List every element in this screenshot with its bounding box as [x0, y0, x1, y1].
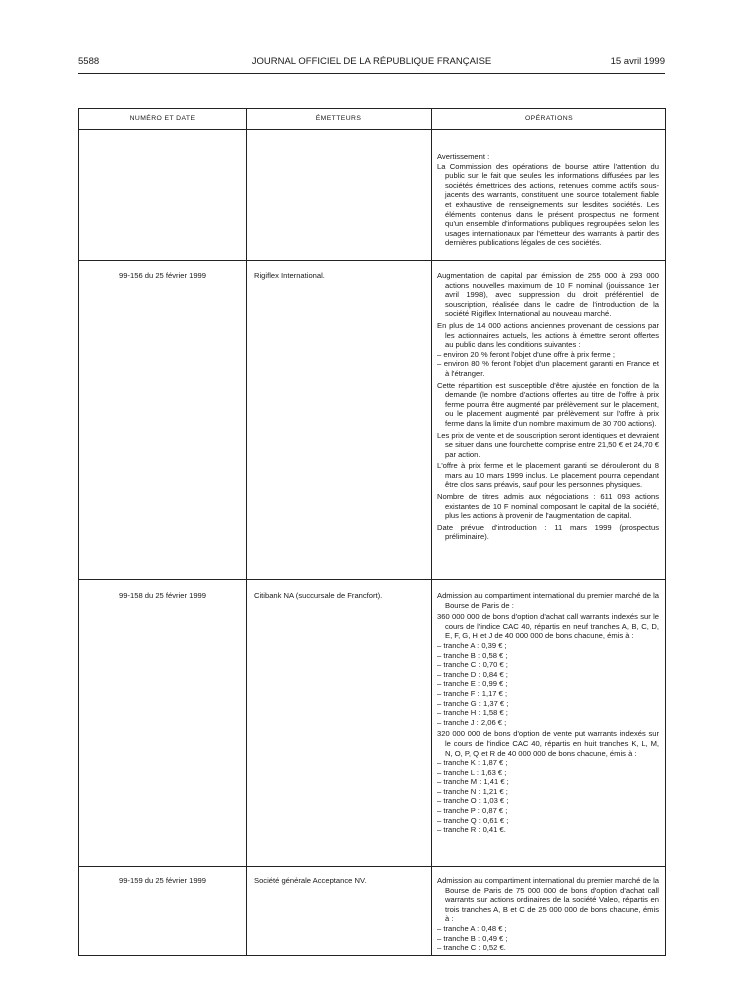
column-header-operations: OPÉRATIONS: [524, 115, 574, 122]
row-separator: [79, 579, 665, 580]
row-number-date: 99-156 du 25 février 1999: [119, 271, 206, 280]
paragraph: En plus de 14 000 actions anciennes provenant de cessions par les actionnaires actuels, les actions à émettre seront offertes au public dans les conditions suivantes :: [437, 320, 659, 350]
operation-description: [437, 876, 659, 955]
paragraph: Date prévue d'introduction : 11 mars 1999 (prospectus préliminaire).: [437, 522, 659, 542]
row-number-date: 99-159 du 25 février 1999: [119, 876, 206, 885]
paragraph: Augmentation de capital par émission de 255 000 à 293 000 actions nouvelles maximum de 10 F nominal (jouissance 1er avril 1998), avec suppression du droit préférentiel de souscription, réalisée dans le cadre de l'introduction de la société Rigiflex International au nouveau marché.: [437, 271, 659, 319]
header-row-rule: [79, 129, 665, 130]
publication-date: 15 avril 1999: [610, 56, 665, 67]
page-number: 5588: [78, 56, 100, 67]
list-item: – tranche A : 0,39 € ;: [437, 640, 507, 650]
list-item: – tranche A : 0,48 € ;: [437, 923, 507, 933]
header-rule: [78, 73, 665, 74]
put-tranche-list: [437, 758, 659, 835]
list-item: – environ 80 % feront l'objet d'un placement garanti en France et à l'étranger.: [437, 359, 659, 378]
list-item: – environ 20 % feront l'objet d'une offre à prix ferme ;: [437, 349, 615, 359]
call-tranche-list: [437, 641, 659, 727]
paragraph: Admission au compartiment international du premier marché de la Bourse de Paris de 75 000 000 de bons d'option d'achat call warrants sur actions ordinaires de la société Valeo, répartis en trois tranches A, B et C de 25 000 000 de bons chacune, émis à :: [437, 876, 659, 924]
row-separator: [79, 260, 665, 261]
journal-title: JOURNAL OFFICIEL DE LA RÉPUBLIQUE FRANÇAISE: [251, 56, 492, 67]
list-item: – tranche J : 2,06 € ;: [437, 717, 507, 727]
list-item: – tranche O : 1,03 € ;: [437, 796, 509, 806]
list-item: – tranche N : 1,21 € ;: [437, 786, 508, 796]
list-item: – tranche Q : 0,61 € ;: [437, 815, 509, 825]
column-divider: [431, 109, 432, 955]
paragraph: L'offre à prix ferme et le placement garanti se dérouleront du 8 mars au 10 mars 1999 inclus. Le placement pourra cependant être clos sans préavis, sauf pour les personnes physiques.: [437, 461, 659, 490]
list-item: – tranche E : 0,99 € ;: [437, 679, 508, 689]
list-item: – tranche C : 0,70 € ;: [437, 660, 508, 670]
list-item: – tranche M : 1,41 € ;: [437, 777, 509, 787]
row-separator: [79, 866, 665, 867]
page-header: [78, 56, 665, 68]
row-issuer: Société générale Acceptance NV.: [254, 876, 367, 885]
column-divider: [246, 109, 247, 955]
column-header-issuers: ÉMETTEURS: [315, 115, 362, 122]
list-item: – tranche C : 0,52 €.: [437, 943, 506, 953]
list-item: – tranche K : 1,87 € ;: [437, 758, 508, 768]
list-item: – tranche B : 0,49 € ;: [437, 933, 508, 943]
list-item: – tranche P : 0,87 € ;: [437, 806, 508, 816]
warning-cell: [437, 152, 659, 250]
warning-title: Avertissement :: [437, 152, 490, 161]
row-issuer: Rigiflex International.: [254, 271, 325, 280]
operation-description: [437, 271, 659, 544]
paragraph: Admission au compartiment international du premier marché de la Bourse de Paris de :: [437, 591, 659, 610]
paragraph: Les prix de vente et de souscription seront identiques et devraient se situer dans une fourchette comprise entre 21,50 € et 24,70 € par action.: [437, 430, 659, 459]
warning-text: La Commission des opérations de bourse attire l'attention du public sur le fait que seules les informations diffusées par les sociétés émettrices des actions, retenues comme actifs sous-jacents des warrants, constituent une source totalement fiable et exhaustive de renseignements sur lesdites sociétés. Les éléments contenus dans le présent prospectus ne forment qu'un ensemble d'informations publiques regroupées selon les usages internationaux par l'émetteur des warrants à partir des dernières publications légales de ces sociétés.: [437, 161, 659, 248]
list-item: – tranche L : 1,63 € ;: [437, 767, 507, 777]
paragraph: 320 000 000 de bons d'option de vente put warrants indexés sur le cours de l'indice CAC 40, répartis en huit tranches K, L, M, N, O, P, Q et R de 40 000 000 de bons chacune, émis à :: [437, 729, 659, 758]
list-item: – tranche D : 0,84 € ;: [437, 669, 508, 679]
call-tranche-list: [437, 924, 659, 953]
list-item: – tranche G : 1,37 € ;: [437, 698, 509, 708]
column-header-number-date: NUMÉRO ET DATE: [129, 115, 196, 122]
paragraph: Cette répartition est susceptible d'être ajustée en fonction de la demande (le nombre d'actions offertes au titre de l'offre à prix ferme pourra être augmenté par prélèvement sur le placement, ou le placement augmenté par prélèvement sur l'offre à prix ferme dans la limite d'un nombre maximum de 30 700 actions).: [437, 380, 659, 428]
operation-description: [437, 591, 659, 837]
list-item: – tranche F : 1,17 € ;: [437, 688, 508, 698]
list-item: – tranche H : 1,58 € ;: [437, 708, 508, 718]
row-number-date: 99-158 du 25 février 1999: [119, 591, 206, 600]
paragraph: Nombre de titres admis aux négociations : 611 093 actions existantes de 10 F nominal composant le capital de la société, plus les actions à provenir de l'augmentation de capital.: [437, 492, 659, 521]
list-item: – tranche B : 0,58 € ;: [437, 650, 508, 660]
operations-table: [78, 108, 666, 956]
row-issuer: Citibank NA (succursale de Francfort).: [254, 591, 383, 600]
list-item: – tranche R : 0,41 €.: [437, 825, 506, 835]
paragraph: 360 000 000 de bons d'option d'achat call warrants indexés sur le cours de l'indice CAC 40, répartis en neuf tranches A, B, C, D, E, F, G, H et J de 40 000 000 de bons chacune, émis à :: [437, 612, 659, 641]
